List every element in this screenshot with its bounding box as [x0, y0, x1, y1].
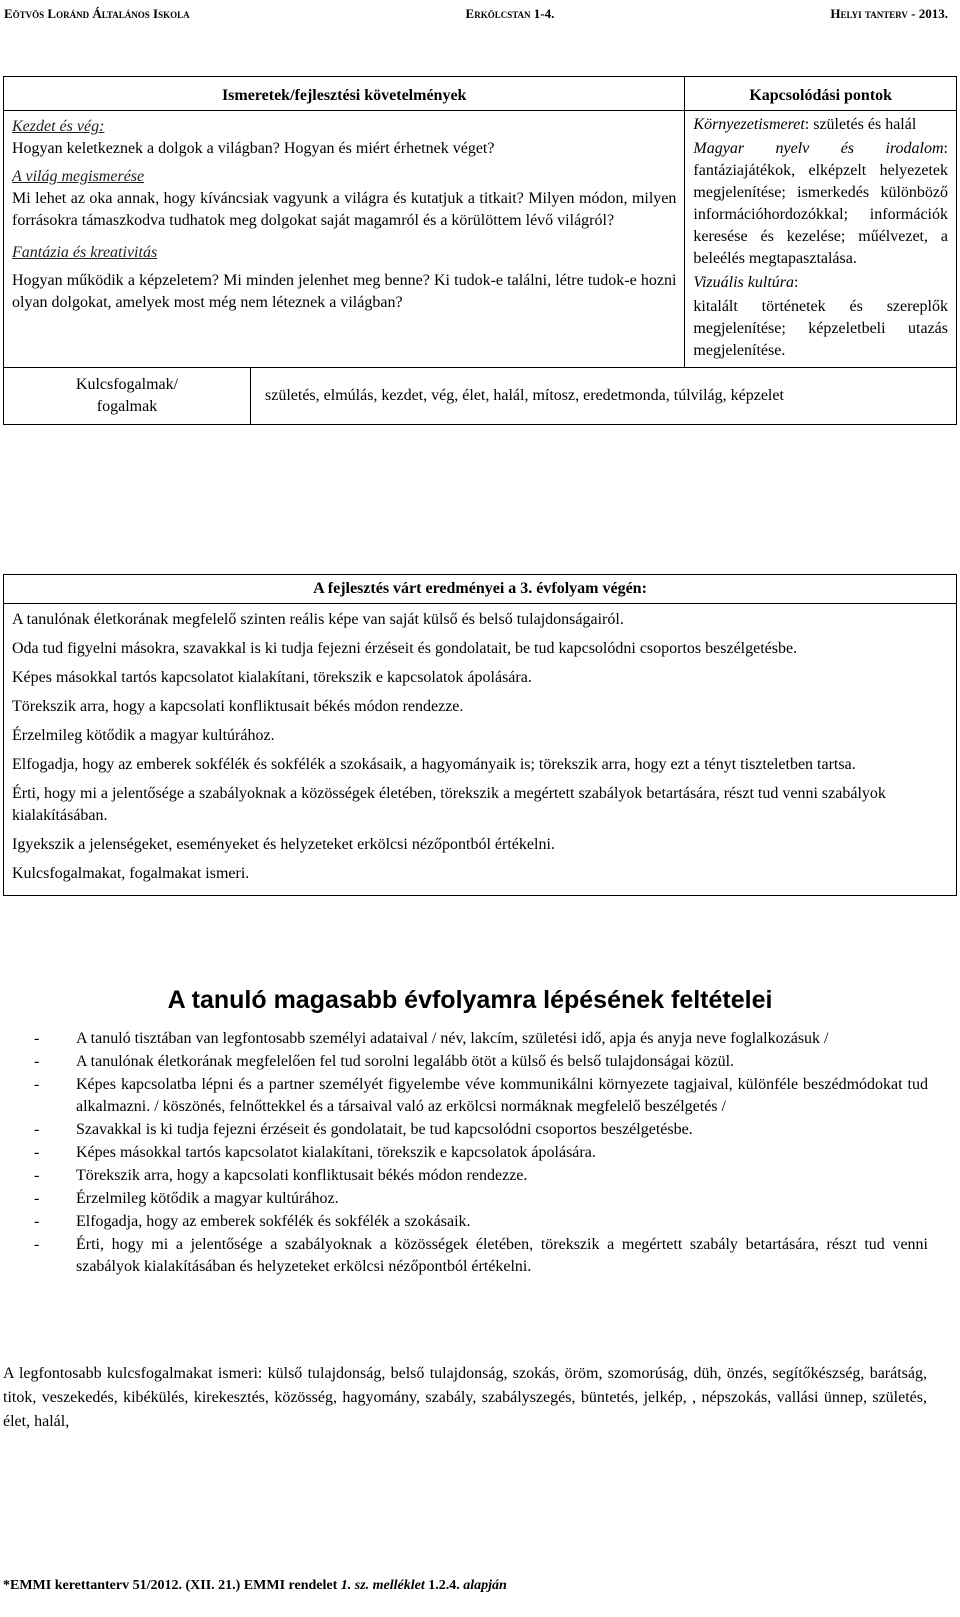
section-title: Kezdet és vég: — [12, 118, 105, 135]
page-header — [4, 6, 948, 22]
key-concepts-value: születés, elmúlás, kezdet, vég, élet, halál, mítosz, eredetmonda, túlvilág, képzelet — [265, 387, 784, 404]
result-item: Érti, hogy mi a jelentősége a szabályoknak a közösségek életében, törekszik a megértett szabályok betartására, részt tud venni szabályok kialakításában. — [12, 785, 886, 824]
section-text: Hogyan keletkeznek a dolgok a világban? Hogyan és miért érhetnek véget? — [12, 140, 495, 157]
connections-cell — [685, 111, 957, 368]
conditions-title: A tanuló magasabb évfolyamra lépésének feltételei — [167, 986, 773, 1014]
requirements-table — [3, 76, 957, 425]
results-title: A fejlesztés várt eredményei a 3. évfolyam végén: — [4, 575, 957, 604]
conditions-list — [20, 1028, 928, 1279]
result-item: Oda tud figyelni másokra, szavakkal is ki tudja fejezni érzéseit és gondolatait, be tud kapcsolódni csoportos beszélgetésbe. — [12, 640, 798, 657]
results-table — [3, 574, 957, 896]
result-item: Elfogadja, hogy az emberek sokfélék és sokfélék a szokásaik, a hagyományaik is; törekszik arra, hogy ezt a tényt tiszteletben tartsa. — [12, 756, 856, 773]
section-title: A világ megismerése — [12, 168, 145, 185]
results-cell — [4, 604, 957, 896]
result-item: Érzelmileg kötődik a magyar kultúrához. — [12, 727, 275, 744]
key-concepts-label: Kulcsfogalmak/ fogalmak — [4, 368, 251, 424]
subject-name: Erkölcstan 1-4. — [465, 6, 555, 21]
result-item: Igyekszik a jelenségeket, eseményeket és helyzeteket erkölcsi nézőpontból értékelni. — [12, 836, 555, 853]
connection-item: kitalált történetek és szereplők megjelenítése; képzeletbeli utazás megjelenítése. — [693, 298, 948, 359]
section-text: Mi lehet az oka annak, hogy kíváncsiak vagyunk a világra és kutatjuk a titkait? Milyen módon, milyen forrásokra támaszkodva tudhatok meg dolgokat saját magamról és a körülöttem lévő világról? — [12, 190, 677, 229]
result-item: Kulcsfogalmakat, fogalmakat ismeri. — [12, 865, 250, 882]
connection-item: Környezetismeret: születés és halál — [693, 116, 917, 133]
curriculum-name: Helyi tanterv - 2013. — [830, 6, 948, 21]
section-text: Hogyan működik a képzeletem? Mi minden jelenhet meg benne? Ki tudok-e találni, létre tudok-e hozni olyan dolgokat, amelyek most még nem léteznek a világban? — [12, 272, 677, 311]
list-item: - Törekszik arra, hogy a kapcsolati konfliktusait békés módon rendezze. — [34, 1167, 528, 1184]
list-item: - Szavakkal is ki tudja fejezni érzéseit és gondolatait, be tud kapcsolódni csoportos beszélgetésbe. — [34, 1121, 693, 1138]
list-item: - Képes kapcsolatba lépni és a partner személyét figyelembe véve kommunikálni környezete tagjaival, különféle beszédmódokat tud alkalmazni. / köszönés, felnőttekkel és a társaival való az erkölcsi normáknak megfelelő beszélgetés / — [34, 1076, 928, 1115]
result-item: Képes másokkal tartós kapcsolatot kialakítani, törekszik e kapcsolatok ápolására. — [12, 669, 532, 686]
school-name: Eötvös Loránd Általános Iskola — [4, 6, 190, 21]
connection-item: Magyar nyelv és irodalom: fantáziajátékok, elképzelt helyezetek megjelenítése; ismerkedés különböző információhordozókkal; információk keresése és kezelése; műélvezet, a beleélés megtapasztalása. — [693, 140, 948, 267]
connection-item: Vizuális kultúra: — [693, 274, 799, 291]
connections-header: Kapcsolódási pontok — [685, 77, 957, 111]
section-title: Fantázia és kreativitás — [12, 244, 158, 261]
list-item: - A tanulónak életkorának megfelelően fel tud sorolni legalább ötöt a külső és belső tulajdonságai közül. — [34, 1053, 735, 1070]
result-item: A tanulónak életkorának megfelelő szinten reális képe van saját külső és belső tulajdonságairól. — [12, 611, 624, 628]
requirements-cell — [4, 111, 685, 368]
requirements-header: Ismeretek/fejlesztési követelmények — [4, 77, 685, 111]
list-item: - Érti, hogy mi a jelentősége a szabályoknak a közösségek életében, törekszik a megértett szabály betartására, részt tud venni szabályok kialakításában és helyzeteket erkölcsi nézőpontból értékelni. — [34, 1236, 928, 1275]
list-item: - Képes másokkal tartós kapcsolatot kialakítani, törekszik e kapcsolatok ápolására. — [34, 1144, 596, 1161]
footer-note: *EMMI kerettanterv 51/2012. (XII. 21.) EMMI rendelet 1. sz. melléklet 1.2.4. alapján — [3, 1578, 507, 1593]
list-item: - Érzelmileg kötődik a magyar kultúrához. — [34, 1190, 339, 1207]
result-item: Törekszik arra, hogy a kapcsolati konfliktusait békés módon rendezze. — [12, 698, 464, 715]
list-item: - Elfogadja, hogy az emberek sokfélék és sokfélék a szokásaik. — [34, 1213, 471, 1230]
list-item: - A tanuló tisztában van legfontosabb személyi adataival / név, lakcím, születési idő, apja és anyja neve foglalkozásuk / — [34, 1030, 829, 1047]
key-concepts-row — [4, 368, 957, 425]
keywords-paragraph: A legfontosabb kulcsfogalmakat ismeri: külső tulajdonság, belső tulajdonság, szokás, öröm, szomorúság, düh, önzés, segítőkészség, barátság, titok, veszekedés, kibékülés, kirekesztés, közösség, hagyomány, szabály, szabályszegés, büntetés, jelkép, , népszokás, vallási ünnep, születés, élet, halál, — [3, 1365, 927, 1430]
